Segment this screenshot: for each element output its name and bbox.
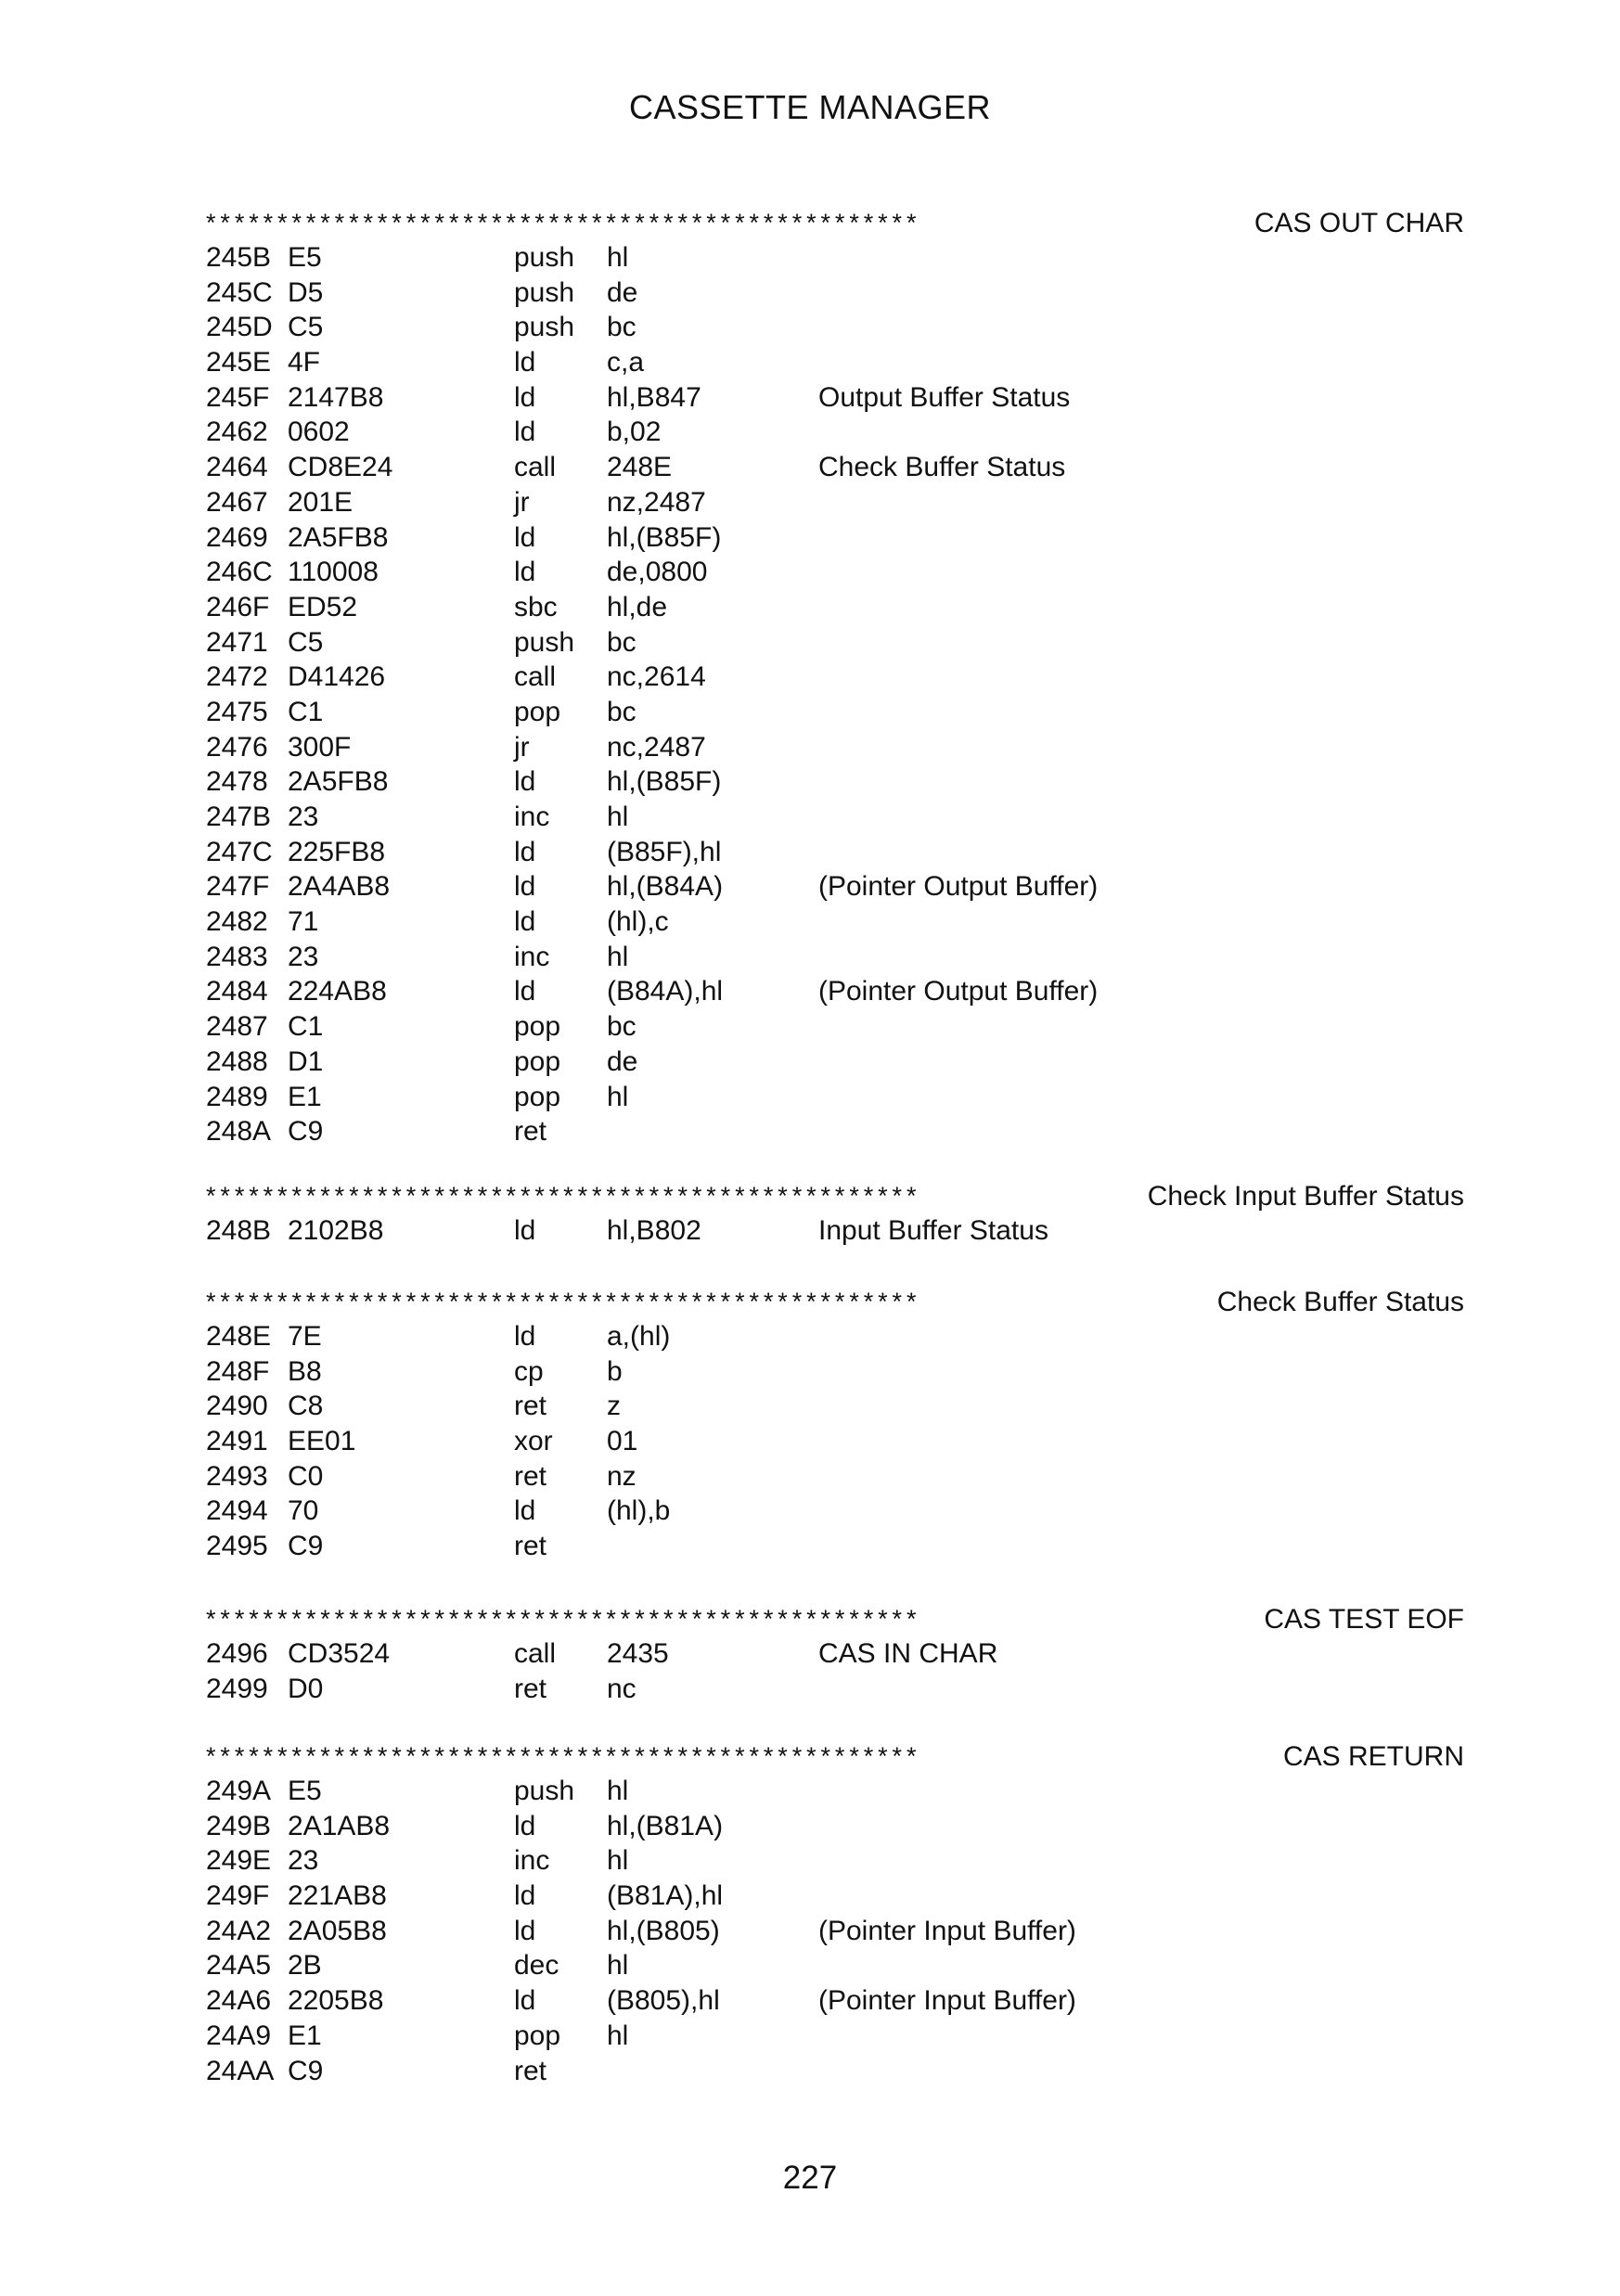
opcode-bytes-cell: 2A5FB8 (288, 521, 389, 553)
mnemonic-cell: ret (514, 1460, 547, 1492)
address-cell: 2462 (206, 417, 268, 448)
listing-row (206, 869, 1464, 904)
address-cell: 245C (206, 276, 273, 308)
listing-row (206, 2019, 1464, 2054)
listing-row (206, 1080, 1464, 1115)
address-cell: 24AA (206, 2055, 275, 2086)
address-cell: 2488 (206, 1045, 268, 1077)
section-check-buffer-status (206, 1285, 1464, 1564)
opcode-bytes-cell: 2102B8 (288, 1215, 384, 1246)
opcode-bytes-cell: 224AB8 (288, 976, 387, 1007)
operand-cell: hl (607, 1081, 629, 1112)
operand-cell: nz,2487 (607, 486, 706, 518)
address-cell: 248A (206, 1116, 272, 1148)
opcode-bytes-cell: 221AB8 (288, 1880, 387, 1912)
mnemonic-cell: ld (514, 347, 536, 378)
operand-cell: (B85F),hl (607, 836, 722, 867)
address-cell: 24A6 (206, 1985, 272, 2017)
mnemonic-cell: ld (514, 521, 536, 553)
separator-stars: ************************************************** (206, 1742, 921, 1770)
section-cas-test-eof (206, 1602, 1464, 1706)
mnemonic-cell: ld (514, 417, 536, 448)
listing-row (206, 1213, 1464, 1249)
opcode-bytes-cell: C5 (288, 312, 324, 343)
mnemonic-cell: push (514, 1776, 575, 1806)
mnemonic-cell: ld (514, 1880, 536, 1912)
opcode-bytes-cell: D5 (288, 276, 324, 308)
listing-row (206, 345, 1464, 380)
opcode-bytes-cell: 2B (288, 1950, 322, 1982)
address-cell: 2476 (206, 731, 268, 763)
opcode-bytes-cell: 2A4AB8 (288, 871, 391, 903)
operand-cell: (hl),b (607, 1495, 671, 1527)
comment-cell: CAS IN CHAR (818, 1638, 998, 1669)
address-cell: 24A5 (206, 1950, 272, 1982)
listing-row (206, 1636, 1464, 1672)
operand-cell: bc (607, 626, 636, 658)
mnemonic-cell: pop (514, 1011, 561, 1043)
mnemonic-cell: ret (514, 1116, 547, 1148)
operand-cell: nc,2614 (607, 661, 706, 693)
mnemonic-cell: ld (514, 976, 536, 1007)
operand-cell: (B805),hl (607, 1985, 720, 2017)
listing-row (206, 1672, 1464, 1707)
listing-row (206, 450, 1464, 485)
operand-cell: (hl),c (607, 906, 669, 938)
comment-cell: Input Buffer Status (818, 1215, 1048, 1246)
opcode-bytes-cell: 2A1AB8 (288, 1810, 391, 1841)
address-cell: 247F (206, 871, 270, 903)
address-cell: 2489 (206, 1081, 268, 1112)
address-cell: 2482 (206, 906, 268, 938)
listing-row (206, 730, 1464, 765)
operand-cell: nz (607, 1460, 636, 1492)
listing-row (206, 590, 1464, 625)
opcode-bytes-cell: 2205B8 (288, 1985, 384, 2017)
mnemonic-cell: ld (514, 1985, 536, 2017)
listing-row (206, 415, 1464, 450)
opcode-bytes-cell: 2147B8 (288, 381, 384, 413)
mnemonic-cell: push (514, 626, 575, 658)
listing-row (206, 974, 1464, 1009)
mnemonic-cell: sbc (514, 591, 558, 622)
section-header (206, 206, 1464, 240)
operand-cell: hl,B847 (607, 381, 701, 413)
operand-cell: hl (607, 941, 629, 972)
address-cell: 248B (206, 1215, 272, 1246)
listing-row (206, 240, 1464, 276)
section-check-input-buffer-status (206, 1179, 1464, 1249)
address-cell: 2499 (206, 1673, 268, 1704)
address-cell: 2469 (206, 521, 268, 553)
opcode-bytes-cell: 23 (288, 802, 319, 832)
listing-row (206, 1319, 1464, 1354)
opcode-bytes-cell: C0 (288, 1460, 324, 1492)
operand-cell: b (607, 1355, 623, 1387)
operand-cell: bc (607, 696, 636, 727)
operand-cell: 248E (607, 452, 673, 483)
listing-row (206, 276, 1464, 311)
comment-cell: Output Buffer Status (818, 381, 1071, 413)
operand-cell: hl,(B84A) (607, 871, 724, 903)
comment-cell: (Pointer Output Buffer) (818, 871, 1099, 903)
address-cell: 2478 (206, 766, 268, 798)
listing-row (206, 310, 1464, 345)
listing-row (206, 904, 1464, 940)
opcode-bytes-cell: C1 (288, 696, 324, 727)
operand-cell: hl,de (607, 591, 668, 622)
mnemonic-cell: xor (514, 1426, 553, 1457)
mnemonic-cell: ld (514, 1495, 536, 1527)
section-header (206, 1179, 1464, 1213)
opcode-bytes-cell: D41426 (288, 661, 386, 693)
operand-cell: b,02 (607, 417, 662, 448)
opcode-bytes-cell: 7E (288, 1321, 322, 1352)
address-cell: 245B (206, 242, 272, 273)
listing-row (206, 1529, 1464, 1564)
comment-cell: (Pointer Output Buffer) (818, 976, 1099, 1007)
section-header (206, 1285, 1464, 1319)
address-cell: 245F (206, 381, 270, 413)
mnemonic-cell: call (514, 452, 557, 483)
address-cell: 2467 (206, 486, 268, 518)
listing-row (206, 1879, 1464, 1914)
opcode-bytes-cell: 70 (288, 1495, 319, 1527)
opcode-bytes-cell: 2A5FB8 (288, 766, 389, 798)
address-cell: 2487 (206, 1011, 268, 1043)
listing-row (206, 1354, 1464, 1390)
mnemonic-cell: jr (514, 486, 530, 518)
listing-row (206, 835, 1464, 870)
opcode-bytes-cell: 23 (288, 941, 319, 972)
mnemonic-cell: push (514, 276, 575, 308)
separator-stars: ************************************************** (206, 209, 921, 237)
mnemonic-cell: ld (514, 557, 536, 588)
separator-stars: ************************************************** (206, 1288, 921, 1315)
mnemonic-cell: inc (514, 1845, 550, 1877)
address-cell: 2491 (206, 1426, 268, 1457)
address-cell: 2490 (206, 1391, 268, 1422)
mnemonic-cell: inc (514, 802, 550, 832)
operand-cell: 2435 (607, 1638, 669, 1669)
opcode-bytes-cell: 300F (288, 731, 352, 763)
opcode-bytes-cell: 23 (288, 1845, 319, 1877)
address-cell: 2484 (206, 976, 268, 1007)
opcode-bytes-cell: C9 (288, 1531, 324, 1562)
operand-cell: hl,(B805) (607, 1915, 720, 1946)
mnemonic-cell: ld (514, 766, 536, 798)
section-label: Check Input Buffer Status (1142, 1179, 1464, 1213)
address-cell: 2494 (206, 1495, 268, 1527)
listing-row (206, 1809, 1464, 1844)
listing-row (206, 695, 1464, 730)
address-cell: 2475 (206, 696, 268, 727)
operand-cell: c,a (607, 347, 645, 378)
operand-cell: (B84A),hl (607, 976, 724, 1007)
listing-row (206, 1983, 1464, 2019)
listing-row (206, 555, 1464, 590)
section-header (206, 1602, 1464, 1636)
mnemonic-cell: ret (514, 1673, 547, 1704)
operand-cell: hl,(B85F) (607, 766, 722, 798)
listing-row (206, 1009, 1464, 1045)
listing-row (206, 1459, 1464, 1494)
opcode-bytes-cell: 2A05B8 (288, 1915, 387, 1946)
operand-cell: de (607, 276, 638, 308)
listing-row (206, 940, 1464, 975)
mnemonic-cell: ld (514, 836, 536, 867)
mnemonic-cell: ret (514, 2055, 547, 2086)
operand-cell: hl,(B85F) (607, 521, 722, 553)
address-cell: 246C (206, 557, 273, 588)
operand-cell: nc,2487 (607, 731, 706, 763)
comment-cell: Check Buffer Status (818, 452, 1066, 483)
opcode-bytes-cell: CD3524 (288, 1638, 391, 1669)
listing-row (206, 1045, 1464, 1080)
listing-row (206, 1389, 1464, 1424)
address-cell: 2495 (206, 1531, 268, 1562)
address-cell: 2496 (206, 1638, 268, 1669)
comment-cell: (Pointer Input Buffer) (818, 1985, 1076, 2017)
listing-row (206, 1914, 1464, 1949)
address-cell: 24A9 (206, 2020, 272, 2051)
listing-row (206, 764, 1464, 800)
mnemonic-cell: ld (514, 906, 536, 938)
operand-cell: hl (607, 2020, 629, 2051)
mnemonic-cell: pop (514, 696, 561, 727)
address-cell: 247B (206, 802, 272, 832)
section-label: CAS TEST EOF (1258, 1602, 1464, 1636)
operand-cell: hl (607, 242, 629, 273)
opcode-bytes-cell: E5 (288, 1776, 322, 1806)
operand-cell: hl (607, 1776, 629, 1806)
operand-cell: hl,B802 (607, 1215, 701, 1246)
address-cell: 2471 (206, 626, 268, 658)
operand-cell: (B81A),hl (607, 1880, 724, 1912)
section-header (206, 1739, 1464, 1774)
mnemonic-cell: call (514, 661, 557, 693)
opcode-bytes-cell: CD8E24 (288, 452, 393, 483)
section-label: Check Buffer Status (1212, 1285, 1464, 1319)
listing-row (206, 625, 1464, 661)
comment-cell: (Pointer Input Buffer) (818, 1915, 1076, 1946)
opcode-bytes-cell: C1 (288, 1011, 324, 1043)
mnemonic-cell: ret (514, 1531, 547, 1562)
address-cell: 245E (206, 347, 272, 378)
operand-cell: bc (607, 1011, 636, 1043)
page-title: CASSETTE MANAGER (628, 88, 992, 126)
opcode-bytes-cell: C9 (288, 2055, 324, 2086)
opcode-bytes-cell: 4F (288, 347, 321, 378)
address-cell: 2493 (206, 1460, 268, 1492)
mnemonic-cell: ld (514, 381, 536, 413)
listing-row (206, 800, 1464, 835)
listing-row (206, 660, 1464, 695)
listing-row (206, 2054, 1464, 2089)
mnemonic-cell: cp (514, 1355, 544, 1387)
mnemonic-cell: pop (514, 2020, 561, 2051)
address-cell: 24A2 (206, 1915, 272, 1946)
opcode-bytes-cell: 0602 (288, 417, 350, 448)
section-label: CAS RETURN (1278, 1739, 1464, 1774)
address-cell: 248F (206, 1355, 270, 1387)
listing-row (206, 485, 1464, 520)
listing-row (206, 1494, 1464, 1529)
listing-row (206, 1424, 1464, 1459)
mnemonic-cell: ld (514, 1215, 536, 1246)
address-cell: 2464 (206, 452, 268, 483)
opcode-bytes-cell: D0 (288, 1673, 324, 1704)
opcode-bytes-cell: C9 (288, 1116, 324, 1148)
section-cas-return (206, 1739, 1464, 2088)
listing-row (206, 1843, 1464, 1879)
mnemonic-cell: ld (514, 1321, 536, 1352)
address-cell: 249F (206, 1880, 270, 1912)
operand-cell: 01 (607, 1426, 638, 1457)
opcode-bytes-cell: 201E (288, 486, 354, 518)
mnemonic-cell: pop (514, 1045, 561, 1077)
address-cell: 2472 (206, 661, 268, 693)
operand-cell: de,0800 (607, 557, 708, 588)
mnemonic-cell: ld (514, 1915, 536, 1946)
mnemonic-cell: inc (514, 941, 550, 972)
operand-cell: z (607, 1391, 621, 1422)
address-cell: 249E (206, 1845, 272, 1877)
opcode-bytes-cell: 110008 (288, 557, 379, 588)
mnemonic-cell: push (514, 312, 575, 343)
page-number: 227 (782, 2160, 838, 2196)
opcode-bytes-cell: ED52 (288, 591, 358, 622)
operand-cell: bc (607, 312, 636, 343)
opcode-bytes-cell: 71 (288, 906, 319, 938)
opcode-bytes-cell: C8 (288, 1391, 324, 1422)
section-label: CAS OUT CHAR (1249, 206, 1464, 240)
separator-stars: ************************************************** (206, 1182, 921, 1210)
mnemonic-cell: call (514, 1638, 557, 1669)
operand-cell: hl,(B81A) (607, 1810, 724, 1841)
listing-row (206, 1114, 1464, 1149)
opcode-bytes-cell: E1 (288, 1081, 322, 1112)
mnemonic-cell: ld (514, 871, 536, 903)
operand-cell: hl (607, 1950, 629, 1982)
mnemonic-cell: push (514, 242, 575, 273)
operand-cell: a,(hl) (607, 1321, 671, 1352)
address-cell: 247C (206, 836, 273, 867)
opcode-bytes-cell: E1 (288, 2020, 322, 2051)
mnemonic-cell: ld (514, 1810, 536, 1841)
address-cell: 249B (206, 1810, 272, 1841)
address-cell: 2483 (206, 941, 268, 972)
listing-row (206, 1948, 1464, 1983)
mnemonic-cell: jr (514, 731, 530, 763)
listing-row (206, 520, 1464, 556)
operand-cell: de (607, 1045, 638, 1077)
opcode-bytes-cell: C5 (288, 626, 324, 658)
address-cell: 246F (206, 591, 270, 622)
address-cell: 249A (206, 1776, 272, 1806)
operand-cell: nc (607, 1673, 636, 1704)
opcode-bytes-cell: EE01 (288, 1426, 356, 1457)
operand-cell: hl (607, 802, 629, 832)
listing-row (206, 1774, 1464, 1809)
mnemonic-cell: pop (514, 1081, 561, 1112)
opcode-bytes-cell: 225FB8 (288, 836, 386, 867)
operand-cell: hl (607, 1845, 629, 1877)
opcode-bytes-cell: B8 (288, 1355, 322, 1387)
section-cas-out-char (206, 206, 1464, 1149)
address-cell: 248E (206, 1321, 272, 1352)
separator-stars: ************************************************** (206, 1605, 921, 1633)
opcode-bytes-cell: E5 (288, 242, 322, 273)
listing-row (206, 380, 1464, 416)
mnemonic-cell: ret (514, 1391, 547, 1422)
address-cell: 245D (206, 312, 273, 343)
mnemonic-cell: dec (514, 1950, 559, 1982)
opcode-bytes-cell: D1 (288, 1045, 324, 1077)
